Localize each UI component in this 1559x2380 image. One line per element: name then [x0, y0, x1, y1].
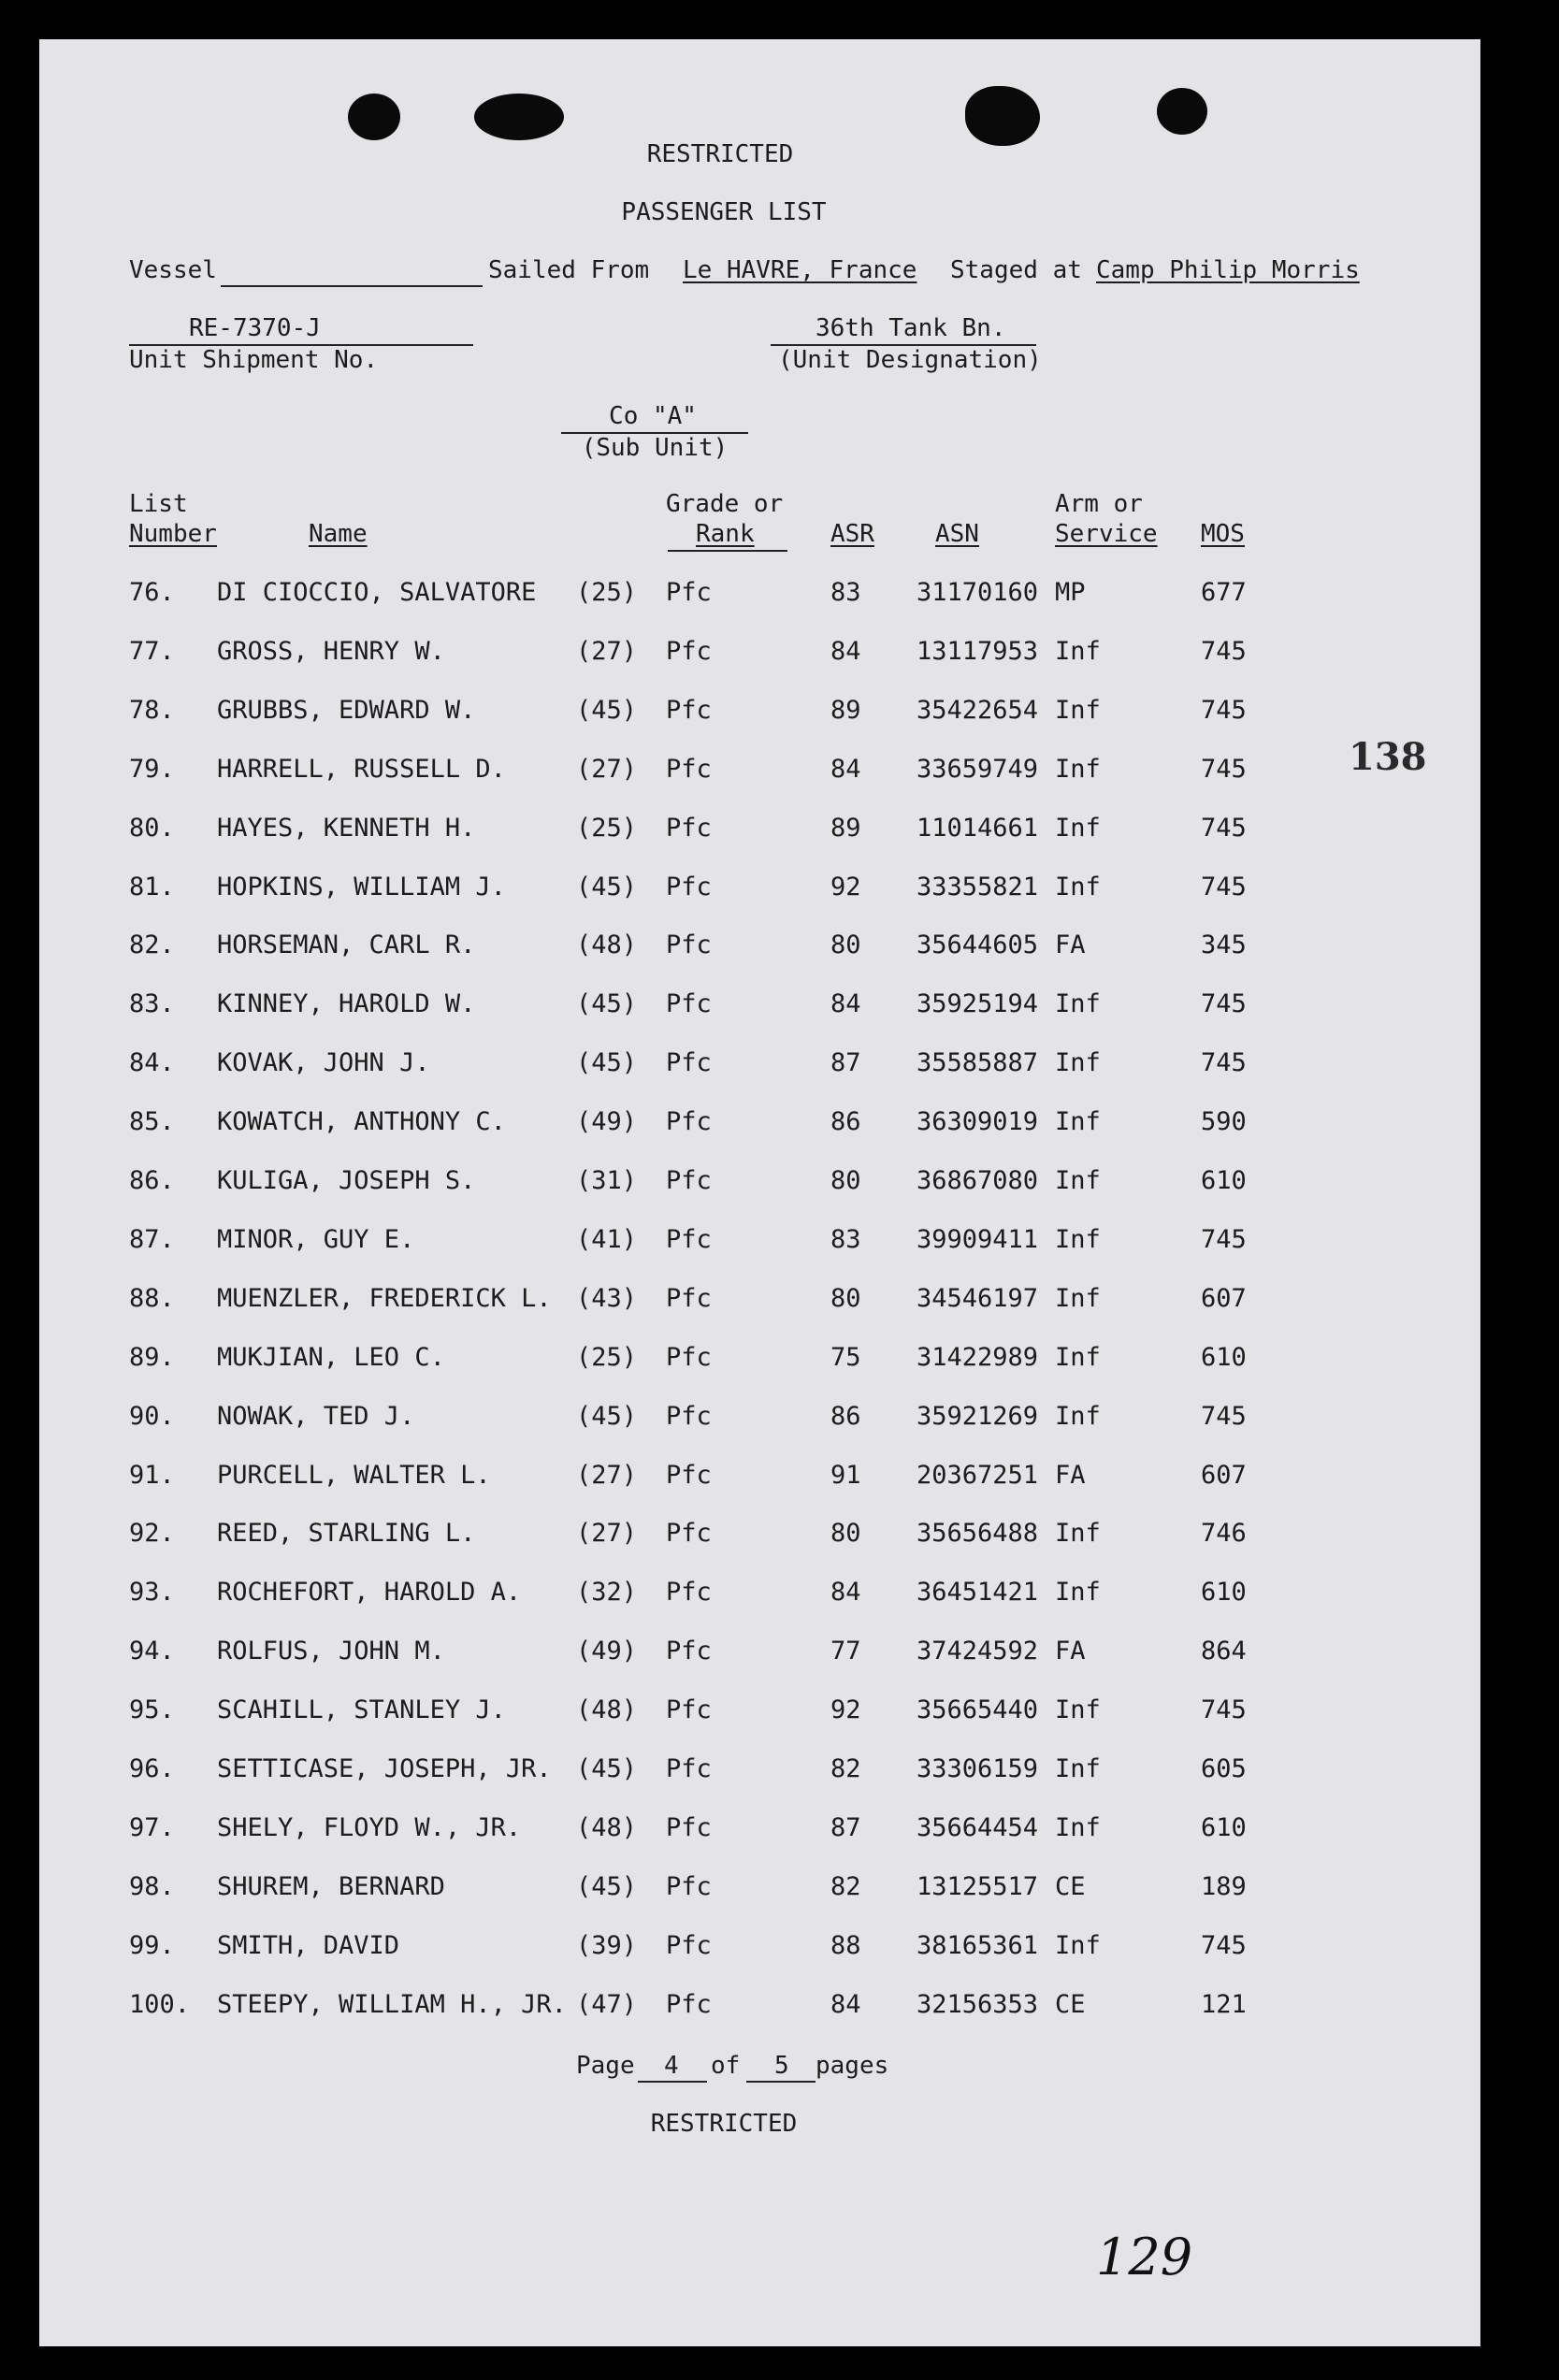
age-cell: (27): [576, 1460, 638, 1490]
mos-cell: 610: [1201, 1578, 1247, 1608]
age-cell: (45): [576, 872, 638, 902]
table-row: [39, 578, 1480, 615]
list-number-cell: 87.: [129, 1224, 175, 1254]
vessel-label: Vessel: [129, 256, 217, 284]
arm-cell: Inf: [1055, 1283, 1101, 1313]
page-number-line: [638, 2081, 707, 2083]
rank-cell: Pfc: [666, 1048, 712, 1078]
asr-cell: 77: [830, 1637, 861, 1666]
document-page: [39, 39, 1480, 2346]
name-cell: MUENZLER, FREDERICK L.: [217, 1283, 552, 1313]
mos-cell: 745: [1201, 1695, 1247, 1725]
name-cell: STEEPY, WILLIAM H., JR.: [217, 1989, 567, 2019]
name-cell: KOWATCH, ANTHONY C.: [217, 1107, 506, 1137]
asr-cell: 80: [830, 1166, 861, 1195]
col-name: Name: [309, 520, 368, 548]
asr-cell: 84: [830, 1578, 861, 1608]
table-row: [39, 1637, 1480, 1674]
table-row: [39, 1990, 1480, 2027]
list-number-cell: 92.: [129, 1519, 175, 1549]
list-number-cell: 97.: [129, 1812, 175, 1842]
name-cell: HARRELL, RUSSELL D.: [217, 754, 506, 784]
name-cell: SHELY, FLOYD W., JR.: [217, 1812, 522, 1842]
asn-cell: 38165361: [917, 1930, 1039, 1960]
arm-cell: Inf: [1055, 1107, 1101, 1137]
asr-cell: 87: [830, 1048, 861, 1078]
arm-cell: Inf: [1055, 1224, 1101, 1254]
col-asr: ASR: [830, 520, 874, 548]
rank-cell: Pfc: [666, 1812, 712, 1842]
list-number-cell: 96.: [129, 1754, 175, 1783]
asn-cell: 13125517: [917, 1871, 1039, 1901]
age-cell: (27): [576, 754, 638, 784]
list-number-cell: 100.: [129, 1989, 191, 2019]
mos-cell: 745: [1201, 695, 1247, 725]
mos-cell: 189: [1201, 1871, 1247, 1901]
age-cell: (45): [576, 989, 638, 1019]
asr-cell: 92: [830, 872, 861, 902]
arm-cell: Inf: [1055, 1695, 1101, 1725]
mos-cell: 745: [1201, 989, 1247, 1019]
rank-cell: Pfc: [666, 1166, 712, 1195]
page-total: 5: [774, 2052, 789, 2080]
list-number-cell: 91.: [129, 1460, 175, 1490]
table-row: [39, 1048, 1480, 1086]
age-cell: (39): [576, 1930, 638, 1960]
list-number-cell: 76.: [129, 578, 175, 607]
name-cell: GRUBBS, EDWARD W.: [217, 695, 476, 725]
mos-cell: 590: [1201, 1107, 1247, 1137]
rank-cell: Pfc: [666, 1989, 712, 2019]
arm-cell: Inf: [1055, 1342, 1101, 1372]
sub-unit-value: Co "A": [609, 402, 697, 430]
page-number: 4: [664, 2052, 679, 2080]
name-cell: HAYES, KENNETH H.: [217, 813, 476, 843]
list-number-cell: 86.: [129, 1166, 175, 1195]
rank-cell: Pfc: [666, 1930, 712, 1960]
arm-cell: Inf: [1055, 872, 1101, 902]
mos-cell: 745: [1201, 1224, 1247, 1254]
name-cell: KULIGA, JOSEPH S.: [217, 1166, 476, 1195]
table-row: [39, 1225, 1480, 1262]
mos-cell: 745: [1201, 1930, 1247, 1960]
age-cell: (47): [576, 1989, 638, 2019]
rank-cell: Pfc: [666, 754, 712, 784]
arm-cell: Inf: [1055, 813, 1101, 843]
rank-cell: Pfc: [666, 872, 712, 902]
name-cell: DI CIOCCIO, SALVATORE: [217, 578, 537, 607]
table-row: [39, 637, 1480, 674]
pages-label: pages: [816, 2052, 889, 2080]
age-cell: (45): [576, 1048, 638, 1078]
rank-cell: Pfc: [666, 930, 712, 960]
table-row: [39, 1872, 1480, 1910]
arm-cell: FA: [1055, 1637, 1086, 1666]
asn-cell: 31422989: [917, 1342, 1039, 1372]
list-number-cell: 93.: [129, 1578, 175, 1608]
age-cell: (25): [576, 813, 638, 843]
age-cell: (25): [576, 1342, 638, 1372]
list-number-cell: 82.: [129, 930, 175, 960]
unit-designation-value: 36th Tank Bn.: [816, 314, 1006, 342]
arm-cell: Inf: [1055, 1048, 1101, 1078]
asn-cell: 33659749: [917, 754, 1039, 784]
staged-at-label: Staged at: [950, 256, 1082, 284]
arm-cell: FA: [1055, 1460, 1086, 1490]
rank-cell: Pfc: [666, 1871, 712, 1901]
handwritten-number: 129: [1096, 2228, 1193, 2286]
rank-cell: Pfc: [666, 1224, 712, 1254]
arm-cell: Inf: [1055, 1401, 1101, 1431]
sailed-from-value: Le HAVRE, France: [683, 256, 917, 284]
age-cell: (48): [576, 1695, 638, 1725]
asr-cell: 84: [830, 1989, 861, 2019]
vessel-blank-line: [221, 285, 483, 287]
mos-cell: 745: [1201, 754, 1247, 784]
mos-cell: 677: [1201, 578, 1247, 607]
col-list-number-line1: List: [129, 490, 188, 518]
asr-cell: 83: [830, 1224, 861, 1254]
list-number-cell: 80.: [129, 813, 175, 843]
table-row: [39, 1166, 1480, 1204]
asn-cell: 35644605: [917, 930, 1039, 960]
name-cell: PURCELL, WALTER L.: [217, 1460, 491, 1490]
asr-cell: 84: [830, 989, 861, 1019]
name-cell: MUKJIAN, LEO C.: [217, 1342, 445, 1372]
mos-cell: 745: [1201, 813, 1247, 843]
rank-cell: Pfc: [666, 1342, 712, 1372]
arm-cell: FA: [1055, 930, 1086, 960]
col-grade-line1: Grade or: [666, 490, 784, 518]
table-row: [39, 1754, 1480, 1792]
list-number-cell: 98.: [129, 1871, 175, 1901]
stamp-number: 138: [1349, 735, 1427, 779]
col-asn: ASN: [935, 520, 979, 548]
asr-cell: 89: [830, 695, 861, 725]
asr-cell: 75: [830, 1342, 861, 1372]
col-arm-line2: Service: [1055, 520, 1158, 548]
unit-shipment-label: Unit Shipment No.: [129, 346, 379, 374]
asn-cell: 35422654: [917, 695, 1039, 725]
asr-cell: 82: [830, 1871, 861, 1901]
name-cell: MINOR, GUY E.: [217, 1224, 415, 1254]
table-row: [39, 1402, 1480, 1439]
arm-cell: Inf: [1055, 754, 1101, 784]
arm-cell: Inf: [1055, 1812, 1101, 1842]
rank-cell: Pfc: [666, 695, 712, 725]
rank-cell: Pfc: [666, 989, 712, 1019]
asn-cell: 35656488: [917, 1519, 1039, 1549]
asn-cell: 36867080: [917, 1166, 1039, 1195]
asn-cell: 39909411: [917, 1224, 1039, 1254]
name-cell: ROCHEFORT, HAROLD A.: [217, 1578, 522, 1608]
arm-cell: Inf: [1055, 1754, 1101, 1783]
age-cell: (27): [576, 636, 638, 666]
age-cell: (49): [576, 1107, 638, 1137]
table-row: [39, 755, 1480, 792]
name-cell: HOPKINS, WILLIAM J.: [217, 872, 506, 902]
staged-at-value: Camp Philip Morris: [1096, 256, 1360, 284]
name-cell: REED, STARLING L.: [217, 1519, 476, 1549]
table-row: [39, 1107, 1480, 1145]
name-cell: KOVAK, JOHN J.: [217, 1048, 430, 1078]
unit-shipment-value: RE-7370-J: [189, 314, 321, 342]
name-cell: HORSEMAN, CARL R.: [217, 930, 476, 960]
asn-cell: 36309019: [917, 1107, 1039, 1137]
arm-cell: Inf: [1055, 989, 1101, 1019]
asn-cell: 37424592: [917, 1637, 1039, 1666]
list-number-cell: 89.: [129, 1342, 175, 1372]
mos-cell: 746: [1201, 1519, 1247, 1549]
asn-cell: 32156353: [917, 1989, 1039, 2019]
arm-cell: Inf: [1055, 636, 1101, 666]
asr-cell: 89: [830, 813, 861, 843]
asn-cell: 11014661: [917, 813, 1039, 843]
arm-cell: Inf: [1055, 1930, 1101, 1960]
mos-cell: 745: [1201, 636, 1247, 666]
page-title: PASSENGER LIST: [621, 198, 827, 226]
rank-cell: Pfc: [666, 1754, 712, 1783]
table-row: [39, 989, 1480, 1027]
table-row: [39, 1284, 1480, 1321]
asr-cell: 82: [830, 1754, 861, 1783]
col-list-number-line2: Number: [129, 520, 217, 548]
age-cell: (45): [576, 1401, 638, 1431]
name-cell: SCAHILL, STANLEY J.: [217, 1695, 506, 1725]
list-number-cell: 77.: [129, 636, 175, 666]
age-cell: (45): [576, 1871, 638, 1901]
asr-cell: 86: [830, 1401, 861, 1431]
asr-cell: 80: [830, 1519, 861, 1549]
rank-cell: Pfc: [666, 1519, 712, 1549]
mos-cell: 610: [1201, 1812, 1247, 1842]
table-row: [39, 1695, 1480, 1733]
list-number-cell: 90.: [129, 1401, 175, 1431]
asr-cell: 83: [830, 578, 861, 607]
asn-cell: 35925194: [917, 989, 1039, 1019]
mos-cell: 605: [1201, 1754, 1247, 1783]
mos-cell: 607: [1201, 1283, 1247, 1313]
mos-cell: 864: [1201, 1637, 1247, 1666]
list-number-cell: 94.: [129, 1637, 175, 1666]
name-cell: NOWAK, TED J.: [217, 1401, 415, 1431]
punch-hole: [965, 86, 1040, 146]
age-cell: (48): [576, 1812, 638, 1842]
list-number-cell: 85.: [129, 1107, 175, 1137]
mos-cell: 745: [1201, 872, 1247, 902]
age-cell: (49): [576, 1637, 638, 1666]
table-row: [39, 1578, 1480, 1615]
asn-cell: 20367251: [917, 1460, 1039, 1490]
age-cell: (27): [576, 1519, 638, 1549]
arm-cell: Inf: [1055, 1519, 1101, 1549]
mos-cell: 610: [1201, 1342, 1247, 1372]
punch-hole: [474, 94, 564, 140]
page-label: Page: [576, 2052, 635, 2080]
col-mos: MOS: [1201, 520, 1245, 548]
arm-cell: Inf: [1055, 695, 1101, 725]
rank-cell: Pfc: [666, 1578, 712, 1608]
list-number-cell: 83.: [129, 989, 175, 1019]
asr-cell: 84: [830, 754, 861, 784]
col-grade-line2: Rank: [696, 520, 755, 548]
rank-cell: Pfc: [666, 1637, 712, 1666]
col-grade-underline: [668, 550, 787, 552]
table-row: [39, 930, 1480, 968]
of-label: of: [711, 2052, 741, 2080]
mos-cell: 345: [1201, 930, 1247, 960]
asn-cell: 35664454: [917, 1812, 1039, 1842]
punch-hole: [1157, 88, 1207, 135]
table-row: [39, 1813, 1480, 1851]
list-number-cell: 81.: [129, 872, 175, 902]
arm-cell: Inf: [1055, 1578, 1101, 1608]
rank-cell: Pfc: [666, 1283, 712, 1313]
table-row: [39, 1931, 1480, 1969]
age-cell: (45): [576, 1754, 638, 1783]
rank-cell: Pfc: [666, 1460, 712, 1490]
table-row: [39, 696, 1480, 733]
name-cell: SMITH, DAVID: [217, 1930, 400, 1960]
table-row: [39, 1461, 1480, 1498]
asr-cell: 80: [830, 1283, 861, 1313]
arm-cell: Inf: [1055, 1166, 1101, 1195]
rank-cell: Pfc: [666, 636, 712, 666]
rank-cell: Pfc: [666, 578, 712, 607]
age-cell: (31): [576, 1166, 638, 1195]
rank-cell: Pfc: [666, 1401, 712, 1431]
unit-designation-label: (Unit Designation): [778, 346, 1042, 374]
asn-cell: 34546197: [917, 1283, 1039, 1313]
asn-cell: 31170160: [917, 578, 1039, 607]
table-row: [39, 1519, 1480, 1556]
list-number-cell: 84.: [129, 1048, 175, 1078]
col-arm-line1: Arm or: [1055, 490, 1143, 518]
name-cell: KINNEY, HAROLD W.: [217, 989, 476, 1019]
age-cell: (25): [576, 578, 638, 607]
table-row: [39, 873, 1480, 910]
mos-cell: 745: [1201, 1048, 1247, 1078]
mos-cell: 121: [1201, 1989, 1247, 2019]
asn-cell: 13117953: [917, 636, 1039, 666]
sub-unit-label: (Sub Unit): [581, 434, 729, 462]
name-cell: ROLFUS, JOHN M.: [217, 1637, 445, 1666]
name-cell: SHUREM, BERNARD: [217, 1871, 445, 1901]
restricted-top: RESTRICTED: [646, 140, 794, 168]
age-cell: (45): [576, 695, 638, 725]
asn-cell: 35665440: [917, 1695, 1039, 1725]
table-row: [39, 814, 1480, 851]
table-row: [39, 1343, 1480, 1380]
asn-cell: 33355821: [917, 872, 1039, 902]
asn-cell: 35585887: [917, 1048, 1039, 1078]
age-cell: (32): [576, 1578, 638, 1608]
list-number-cell: 79.: [129, 754, 175, 784]
asr-cell: 87: [830, 1812, 861, 1842]
age-cell: (48): [576, 930, 638, 960]
list-number-cell: 88.: [129, 1283, 175, 1313]
mos-cell: 745: [1201, 1401, 1247, 1431]
restricted-bottom: RESTRICTED: [650, 2110, 798, 2138]
list-number-cell: 95.: [129, 1695, 175, 1725]
asr-cell: 92: [830, 1695, 861, 1725]
mos-cell: 610: [1201, 1166, 1247, 1195]
list-number-cell: 78.: [129, 695, 175, 725]
arm-cell: CE: [1055, 1989, 1086, 2019]
asn-cell: 33306159: [917, 1754, 1039, 1783]
rank-cell: Pfc: [666, 1695, 712, 1725]
name-cell: SETTICASE, JOSEPH, JR.: [217, 1754, 552, 1783]
asr-cell: 86: [830, 1107, 861, 1137]
age-cell: (43): [576, 1283, 638, 1313]
age-cell: (41): [576, 1224, 638, 1254]
punch-hole: [348, 94, 400, 140]
rank-cell: Pfc: [666, 1107, 712, 1137]
list-number-cell: 99.: [129, 1930, 175, 1960]
arm-cell: CE: [1055, 1871, 1086, 1901]
sailed-from-label: Sailed From: [488, 256, 650, 284]
asr-cell: 80: [830, 930, 861, 960]
asr-cell: 91: [830, 1460, 861, 1490]
asn-cell: 35921269: [917, 1401, 1039, 1431]
asr-cell: 88: [830, 1930, 861, 1960]
rank-cell: Pfc: [666, 813, 712, 843]
page-total-line: [746, 2081, 816, 2083]
mos-cell: 607: [1201, 1460, 1247, 1490]
asn-cell: 36451421: [917, 1578, 1039, 1608]
arm-cell: MP: [1055, 578, 1086, 607]
asr-cell: 84: [830, 636, 861, 666]
name-cell: GROSS, HENRY W.: [217, 636, 445, 666]
